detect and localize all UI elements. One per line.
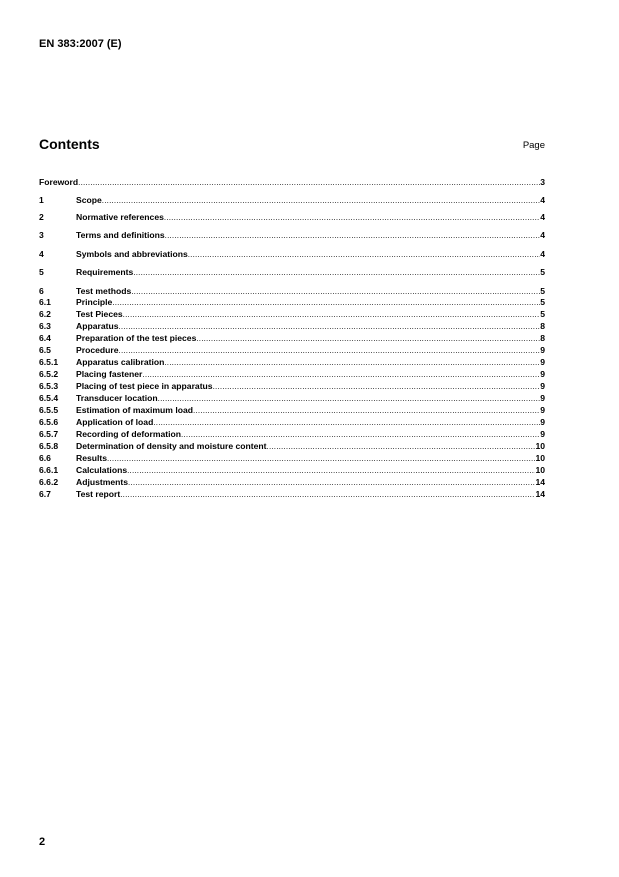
toc-dot-leader bbox=[102, 195, 540, 206]
toc-entry-title: Scope bbox=[76, 195, 102, 205]
toc-entry-title: Results bbox=[76, 453, 108, 463]
toc-entry-number: 6.7 bbox=[39, 489, 51, 499]
toc-entry-title: Adjustments bbox=[76, 477, 129, 487]
toc-entry[interactable] bbox=[39, 249, 545, 260]
toc-dot-leader bbox=[164, 357, 540, 368]
toc-entry-number: 6.5.7 bbox=[39, 429, 59, 439]
toc-entry-page: 5 bbox=[540, 286, 545, 296]
toc-entry[interactable] bbox=[39, 429, 545, 440]
toc-entry-title: Symbols and abbreviations bbox=[76, 249, 188, 259]
toc-dot-leader bbox=[181, 429, 540, 440]
toc-entry-page: 3 bbox=[540, 177, 545, 187]
toc-entry-title: Preparation of the test pieces bbox=[76, 333, 197, 343]
contents-title: Contents bbox=[39, 136, 100, 152]
toc-entry-title: Principle bbox=[76, 297, 113, 307]
toc-entry-title: Terms and definitions bbox=[76, 230, 165, 240]
toc-entry[interactable] bbox=[39, 333, 545, 344]
toc-entry-page: 9 bbox=[540, 357, 545, 367]
toc-entry[interactable] bbox=[39, 465, 545, 476]
toc-entry-page: 10 bbox=[535, 453, 545, 463]
toc-entry-title: Procedure bbox=[76, 345, 119, 355]
toc-dot-leader bbox=[165, 230, 541, 241]
toc-entry-page: 4 bbox=[540, 195, 545, 205]
page-column-label: Page bbox=[522, 140, 545, 151]
toc-entry-title: Test report bbox=[76, 489, 121, 499]
page-number: 2 bbox=[39, 836, 46, 848]
toc-entry-page: 9 bbox=[540, 417, 545, 427]
toc-dot-leader bbox=[78, 177, 540, 188]
toc-dot-leader bbox=[123, 309, 541, 320]
toc-entry-page: 4 bbox=[540, 230, 545, 240]
toc-entry-title: Apparatus calibration bbox=[76, 357, 165, 367]
toc-entry-page: 10 bbox=[535, 441, 545, 451]
toc-entry[interactable] bbox=[39, 177, 545, 188]
toc-entry-number: 3 bbox=[39, 230, 44, 240]
toc-entry-number: 6.5.8 bbox=[39, 441, 59, 451]
toc-entry[interactable] bbox=[39, 489, 545, 500]
toc-entry-number: 6.4 bbox=[39, 333, 51, 343]
toc-entry-number: 1 bbox=[39, 195, 44, 205]
toc-entry-page: 9 bbox=[540, 429, 545, 439]
toc-entry-page: 9 bbox=[540, 345, 545, 355]
toc-entry-page: 4 bbox=[540, 249, 545, 259]
toc-entry-title: Apparatus bbox=[76, 321, 119, 331]
toc-entry[interactable] bbox=[39, 297, 545, 308]
toc-entry-title: Placing fastener bbox=[76, 369, 143, 379]
toc-entry-number: 6.3 bbox=[39, 321, 51, 331]
toc-entry[interactable] bbox=[39, 441, 545, 452]
toc-entry[interactable] bbox=[39, 393, 545, 404]
toc-dot-leader bbox=[188, 249, 540, 260]
toc-entry[interactable] bbox=[39, 230, 545, 241]
toc-entry-number: 6.1 bbox=[39, 297, 51, 307]
toc-entry-page: 9 bbox=[540, 393, 545, 403]
toc-entry-number: 4 bbox=[39, 249, 44, 259]
document-code: EN 383:2007 (E) bbox=[39, 38, 122, 50]
toc-entry-page: 9 bbox=[540, 405, 545, 415]
toc-entry-title: Test Pieces bbox=[76, 309, 123, 319]
toc-entry-page: 8 bbox=[540, 333, 545, 343]
toc-entry-title: Transducer location bbox=[76, 393, 158, 403]
toc-entry-page: 5 bbox=[540, 309, 545, 319]
toc-entry[interactable] bbox=[39, 369, 545, 380]
toc-entry[interactable] bbox=[39, 309, 545, 320]
toc-dot-leader bbox=[127, 465, 535, 476]
toc-entry-number: 6.5.6 bbox=[39, 417, 59, 427]
toc-dot-leader bbox=[119, 345, 541, 356]
toc-entry-page: 14 bbox=[535, 489, 545, 499]
toc-dot-leader bbox=[196, 333, 540, 344]
toc-dot-leader bbox=[112, 297, 540, 308]
toc-entry-number: 2 bbox=[39, 212, 44, 222]
toc-entry-title: Requirements bbox=[76, 267, 134, 277]
toc-entry-title: Application of load bbox=[76, 417, 154, 427]
toc-entry-number: 6.5.5 bbox=[39, 405, 59, 415]
toc-entry[interactable] bbox=[39, 345, 545, 356]
toc-entry-title: Recording of deformation bbox=[76, 429, 182, 439]
toc-dot-leader bbox=[153, 417, 540, 428]
toc-entry-number: 6.2 bbox=[39, 309, 51, 319]
toc-entry-title: Estimation of maximum load bbox=[76, 405, 193, 415]
toc-entry-number: 6.5.1 bbox=[39, 357, 59, 367]
toc-entry-page: 9 bbox=[540, 381, 545, 391]
toc-entry-page: 10 bbox=[535, 465, 545, 475]
toc-entry-title: Foreword bbox=[39, 177, 79, 187]
toc-entry-number: 6 bbox=[39, 286, 44, 296]
toc-entry-page: 4 bbox=[540, 212, 545, 222]
toc-dot-leader bbox=[131, 286, 540, 297]
toc-entry[interactable] bbox=[39, 405, 545, 416]
toc-entry[interactable] bbox=[39, 321, 545, 332]
toc-entry-title: Placing of test piece in apparatus bbox=[76, 381, 213, 391]
toc-entry-page: 14 bbox=[535, 477, 545, 487]
toc-entry-number: 6.6 bbox=[39, 453, 51, 463]
toc-dot-leader bbox=[267, 441, 536, 452]
toc-dot-leader bbox=[158, 393, 541, 404]
toc-entry[interactable] bbox=[39, 357, 545, 368]
toc-entry[interactable] bbox=[39, 212, 545, 223]
toc-entry-number: 6.6.1 bbox=[39, 465, 59, 475]
toc-entry-title: Test methods bbox=[76, 286, 132, 296]
toc-entry-number: 6.5.3 bbox=[39, 381, 59, 391]
toc-entry-title: Determination of density and moisture content bbox=[76, 441, 267, 451]
toc-dot-leader bbox=[133, 267, 540, 278]
toc-entry-page: 5 bbox=[540, 267, 545, 277]
toc-dot-leader bbox=[128, 477, 535, 488]
toc-entry[interactable] bbox=[39, 195, 545, 206]
toc-dot-leader bbox=[213, 381, 541, 392]
toc-entry-page: 5 bbox=[540, 297, 545, 307]
toc-entry[interactable] bbox=[39, 267, 545, 278]
toc-entry[interactable] bbox=[39, 477, 545, 488]
toc-entry[interactable] bbox=[39, 417, 545, 428]
toc-entry-title: Calculations bbox=[76, 465, 128, 475]
toc-entry-number: 6.5.4 bbox=[39, 393, 59, 403]
toc-dot-leader bbox=[164, 212, 540, 223]
toc-dot-leader bbox=[120, 489, 535, 500]
toc-entry-number: 6.6.2 bbox=[39, 477, 59, 487]
toc-dot-leader bbox=[193, 405, 540, 416]
toc-entry-page: 8 bbox=[540, 321, 545, 331]
toc-entry-number: 6.5 bbox=[39, 345, 51, 355]
toc-entry[interactable] bbox=[39, 286, 545, 297]
toc-entry[interactable] bbox=[39, 381, 545, 392]
toc-dot-leader bbox=[142, 369, 540, 380]
toc-entry-title: Normative references bbox=[76, 212, 164, 222]
toc-entry[interactable] bbox=[39, 453, 545, 464]
toc-dot-leader bbox=[107, 453, 535, 464]
toc-entry-number: 5 bbox=[39, 267, 44, 277]
toc-dot-leader bbox=[119, 321, 541, 332]
toc-entry-number: 6.5.2 bbox=[39, 369, 59, 379]
toc-entry-page: 9 bbox=[540, 369, 545, 379]
